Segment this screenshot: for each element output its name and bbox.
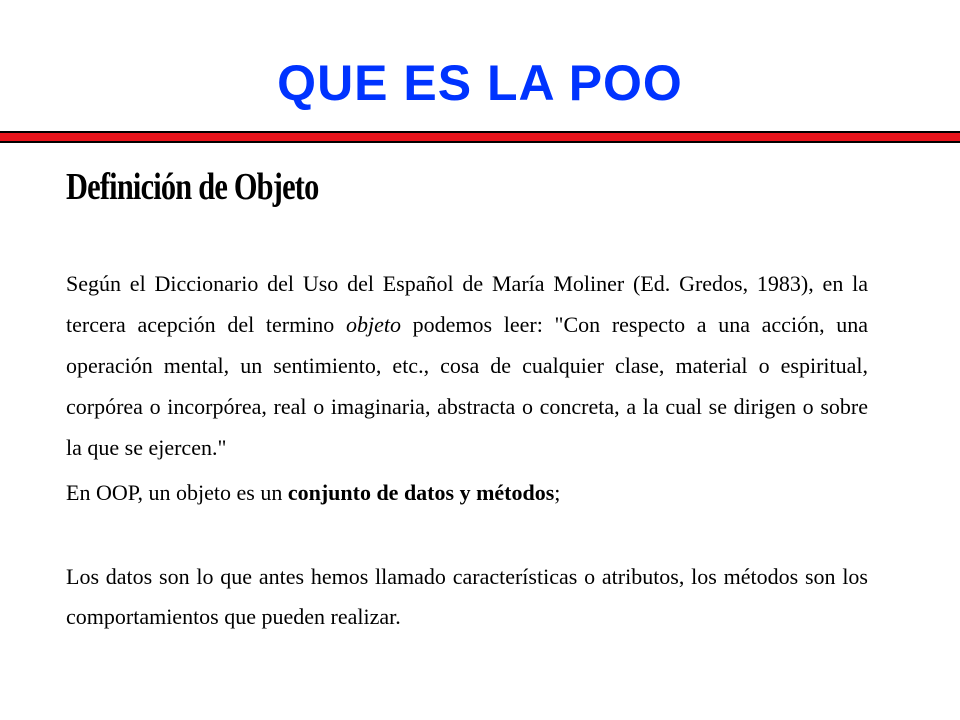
data-methods-paragraph: Los datos son lo que antes hemos llamado características o atributos, los métodos son los comportamientos que pueden realizar. (66, 564, 868, 629)
oop-object-paragraph (66, 479, 868, 507)
definition-paragraph (66, 263, 868, 468)
oop-text-end: ; (554, 480, 561, 505)
definition-text-end: podemos leer: "Con respecto a una acción, una operación mental, un sentimiento, etc., cosa de cualquier clase, material o espiritual, corpórea o incorpórea, real o imaginaria, abstracta o concreta, a la cual se dirigen o sobre la que se ejercen." (66, 312, 868, 460)
oop-bold-term: conjunto de datos y métodos (287, 480, 555, 505)
definition-italic-term: objeto (345, 312, 401, 337)
oop-text-start: En OOP, un objeto es un (66, 480, 288, 505)
title-divider (0, 131, 960, 143)
definition-text-start: Según el Diccionario del Uso del Español de María Moliner (Ed. Gredos, 1983), en la tercera acepción del termino (66, 271, 868, 337)
definition-heading: Definición de Objeto (66, 166, 319, 208)
scanned-text-image (62, 160, 874, 660)
slide-title: QUE ES LA POO (277, 55, 683, 111)
